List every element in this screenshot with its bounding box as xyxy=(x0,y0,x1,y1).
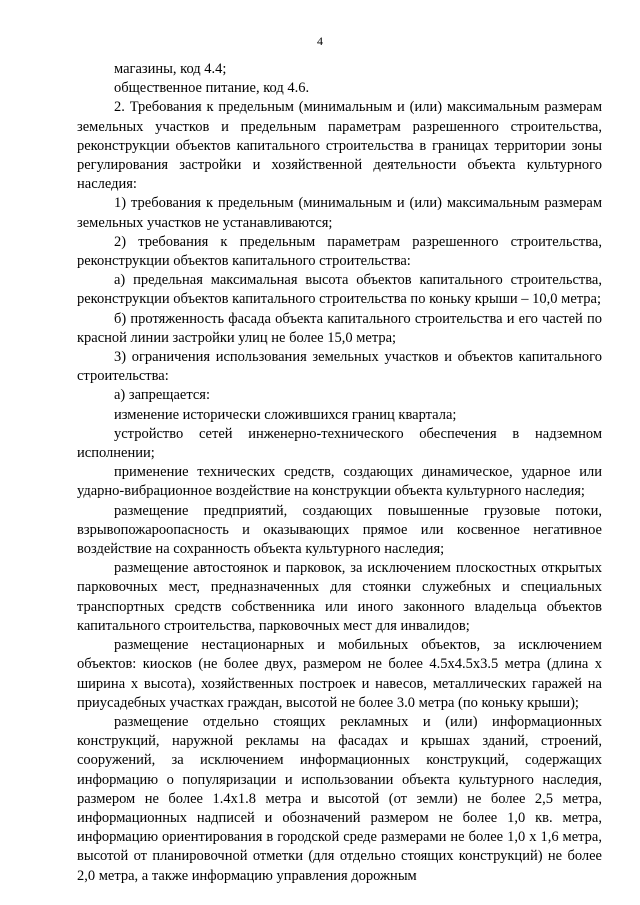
paragraph-prohibit-parking: размещение автостоянок и парковок, за исключением плоскостных открытых парковочных мест, предназначенных для стоянки служебных и специальных транспортных средств собственника или иного законного владельца объектов капитального строительства, парковочных мест для инвалидов; xyxy=(77,560,602,634)
paragraph-item-1: 1) требования к предельным (минимальным и (или) максимальным размерам земельных участков не устанавливаются; xyxy=(77,195,602,231)
paragraph-item-3: 3) ограничения использования земельных участков и объектов капитального строительства: xyxy=(77,349,602,385)
paragraph-shops: магазины, код 4.4; xyxy=(114,61,227,77)
paragraph-item-2a: а) предельная максимальная высота объектов капитального строительства, реконструкции объектов капитального строительства по коньку крыши – 10,0 метра; xyxy=(77,272,602,308)
paragraph-prohibit-advertising: размещение отдельно стоящих рекламных и (или) информационных конструкций, наружной рекламы на фасадах и крышах зданий, строений, сооружений, за исключением информационных конструкций, содержащих информацию о популяризации и использовании объекта культурного наследия, размером не более 1.4х1.8 метра и высотой (от земли) не более 2,5 метра, информационных надписей и обозначений размером не более 1,0 кв. метра, информацию ориентирования в городской среде размерами не более 1,0 х 1,6 метра, высотой от планировочной отметки (для отдельно стоящих конструкций) не более 2,0 метра, а также информацию управления дорожным xyxy=(77,713,602,884)
paragraph-item-3a: а) запрещается: xyxy=(114,387,210,404)
document-body xyxy=(77,60,602,886)
paragraph-requirements-intro: 2. Требования к предельным (минимальным и (или) максимальным размерам земельных участков и предельным параметрам разрешенного строительства, реконструкции объектов капитального строительства в границах территории зоны регулирования застройки и хозяйственной деятельности объекта культурного наследия: xyxy=(77,99,602,193)
paragraph-catering: общественное питание, код 4.6. xyxy=(114,80,310,97)
paragraph-item-2: 2) требования к предельным параметрам разрешенного строительства, реконструкции объектов капитального строительства: xyxy=(77,233,602,270)
paragraph-prohibit-enterprises: размещение предприятий, создающих повышенные грузовые потоки, взрывопожароопасность и оказывающих прямое или косвенное негативное воздействие на сохранность объекта культурного наследия; xyxy=(77,502,602,558)
paragraph-prohibit-vibration: применение технических средств, создающих динамическое, ударное или ударно-вибрационное воздействие на конструкции объекта культурного наследия; xyxy=(77,464,602,500)
paragraph-prohibit-nonstationary: размещение нестационарных и мобильных объектов, за исключением объектов: киосков (не более двух, размером не более 4.5х4.5х3.5 метра (длина х ширина х высота), хозяйственных построек и навесов, металлических гаражей на приусадебных участках граждан, высотой не более 3.0 метра (по коньку крыши); xyxy=(77,637,602,711)
page-number: 4 xyxy=(317,34,323,48)
paragraph-item-2b: б) протяженность фасада объекта капитального строительства и его частей по красной линии застройки улиц не более 15,0 метра; xyxy=(77,310,602,346)
paragraph-prohibit-networks: устройство сетей инженерно-технического обеспечения в надземном исполнении; xyxy=(77,425,602,462)
paragraph-prohibit-boundaries: изменение исторически сложившихся границ квартала; xyxy=(114,406,457,423)
